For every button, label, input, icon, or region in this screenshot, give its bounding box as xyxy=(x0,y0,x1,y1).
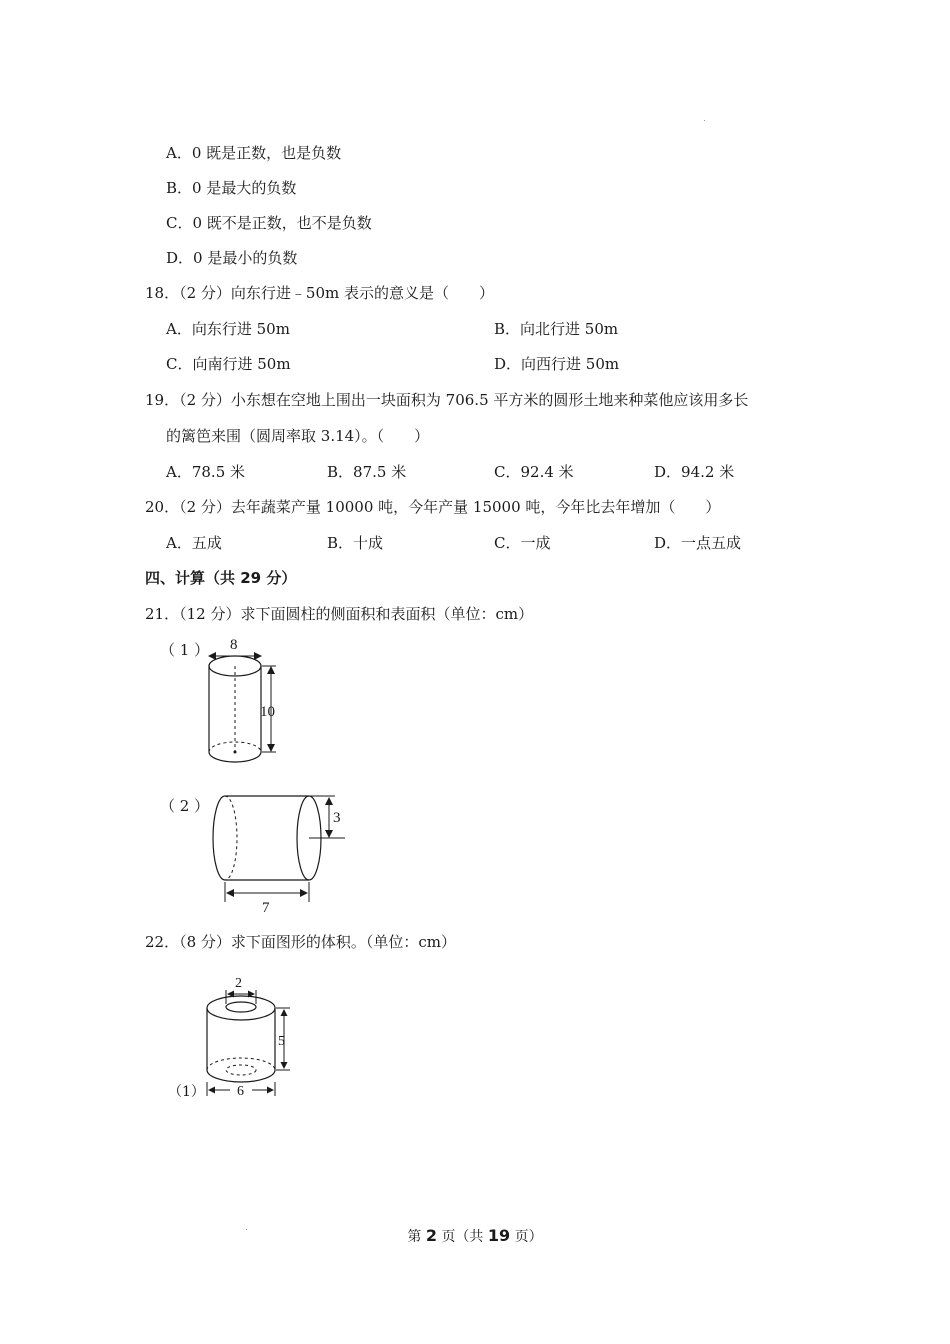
footer-prefix: 第 xyxy=(407,1229,422,1245)
q22-fig1-inner-diameter: 2 xyxy=(235,976,242,991)
q19-option-c: C．92.4 米 xyxy=(494,463,574,481)
q21-fig2-cylinder xyxy=(205,790,355,919)
q21-fig1-label: （ 1 ） xyxy=(160,641,210,659)
q18-option-c: C．向南行进 50m xyxy=(166,355,291,373)
q19-stem-line2: 的篱笆来围（圆周率取 3.14）。（ ） xyxy=(166,427,430,445)
q22-fig1-outer-diameter: 6 xyxy=(237,1084,244,1099)
q20-option-c: C．一成 xyxy=(494,534,551,552)
q20-option-d: D．一点五成 xyxy=(654,534,742,552)
q18-option-a: A．向东行进 50m xyxy=(166,320,290,338)
footer-page-number: 2 xyxy=(425,1226,437,1245)
q18-option-b: B．向北行进 50m xyxy=(494,320,619,338)
q22-fig1-label: （1） xyxy=(168,1084,205,1100)
q19-option-d: D．94.2 米 xyxy=(654,463,735,481)
q22-fig1-height: 5 xyxy=(278,1034,285,1049)
q21-fig1-height: 10 xyxy=(260,704,275,720)
page-footer xyxy=(0,1226,950,1246)
q17-option-a: A．0 既是正数，也是负数 xyxy=(166,144,342,162)
footer-total-pages: 19 xyxy=(487,1226,511,1245)
q21-fig1-diameter: 8 xyxy=(230,637,238,653)
q20-option-a: A．五成 xyxy=(166,534,222,552)
q21-stem: 21．（12 分）求下面圆柱的侧面积和表面积（单位：cm） xyxy=(145,605,534,623)
scan-speck xyxy=(704,120,705,121)
section-title: 四、计算（共 29 分） xyxy=(145,569,297,587)
q19-stem-line1: 19．（2 分）小东想在空地上围出一块面积为 706.5 平方米的圆形土地来种菜他应该用多长 xyxy=(145,391,749,409)
footer-suffix: 页） xyxy=(514,1229,543,1245)
q19-option-a: A．78.5 米 xyxy=(166,463,245,481)
q17-option-d: D．0 是最小的负数 xyxy=(166,249,298,267)
q19-option-b: B．87.5 米 xyxy=(327,463,407,481)
q18-stem: 18．（2 分）向东行进﹣50m 表示的意义是（ ） xyxy=(145,284,494,302)
q21-fig2-radius: 3 xyxy=(333,810,341,826)
q21-fig2-label: （ 2 ） xyxy=(160,797,210,815)
q21-fig2-length: 7 xyxy=(262,900,270,915)
q20-stem: 20．（2 分）去年蔬菜产量 10000 吨，今年产量 15000 吨，今年比去年增加（ ） xyxy=(145,498,721,516)
q17-option-b: B．0 是最大的负数 xyxy=(166,179,297,197)
q18-option-d: D．向西行进 50m xyxy=(494,355,620,373)
q17-option-c: C．0 既不是正数，也不是负数 xyxy=(166,214,372,232)
q21-fig1-cylinder xyxy=(200,630,300,774)
q22-stem: 22．（8 分）求下面图形的体积。（单位：cm） xyxy=(145,933,457,951)
q20-option-b: B．十成 xyxy=(327,534,384,552)
footer-mid: 页（共 xyxy=(441,1229,484,1245)
